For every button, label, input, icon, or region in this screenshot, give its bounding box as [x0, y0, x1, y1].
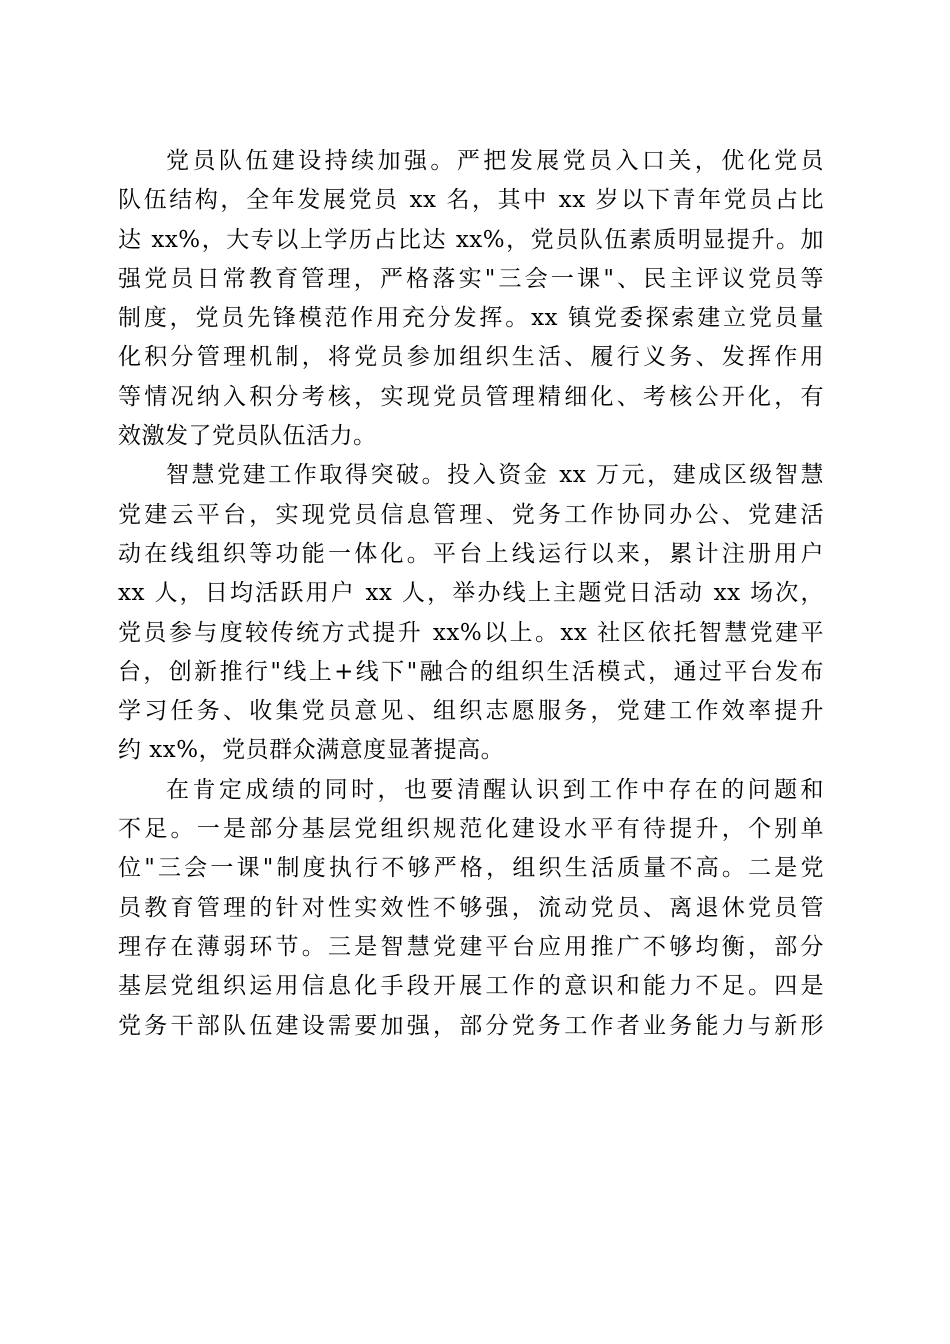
text-line: 党务干部队伍建设需要加强，部分党务工作者业务能力与新形 — [118, 1012, 824, 1039]
text-line: 效激发了党员队伍活力。 — [118, 423, 377, 450]
text-line: 动在线组织等功能一体化。平台上线运行以来，累计注册用户 — [118, 540, 824, 567]
text-line: 智慧党建工作取得突破。投入资金 xx 万元，建成区级智慧 — [166, 462, 824, 489]
text-line: 党员队伍建设持续加强。严把发展党员入口关，优化党员 — [166, 148, 824, 174]
text-line: 制度，党员先锋模范作用充分发挥。xx 镇党委探索建立党员量 — [118, 305, 824, 332]
text-line: 达 xx%，大专以上学历占比达 xx%，党员队伍素质明显提升。加 — [118, 226, 824, 253]
paragraph-smart-party-building — [118, 456, 824, 770]
text-line: 等情况纳入积分考核，实现党员管理精细化、考核公开化，有 — [118, 383, 824, 410]
paragraph-problems — [118, 771, 824, 1046]
text-line: 基层党组织运用信息化手段开展工作的意识和能力不足。四是 — [118, 973, 824, 1000]
text-line: 在肯定成绩的同时，也要清醒认识到工作中存在的问题和 — [166, 776, 824, 803]
text-line: 强党员日常教育管理，严格落实"三会一课"、民主评议党员等 — [118, 265, 824, 292]
text-line: 学习任务、收集党员意见、组织志愿服务，党建工作效率提升 — [118, 698, 824, 725]
text-line: 队伍结构，全年发展党员 xx 名，其中 xx 岁以下青年党员占比 — [118, 187, 824, 214]
text-line: 不足。一是部分基层党组织规范化建设水平有待提升，个别单 — [118, 816, 824, 843]
text-line: 员教育管理的针对性实效性不够强，流动党员、离退休党员管 — [118, 894, 824, 921]
text-line: 理存在薄弱环节。三是智慧党建平台应用推广不够均衡，部分 — [118, 933, 824, 960]
text-line: xx 人，日均活跃用户 xx 人，举办线上主题党日活动 xx 场次， — [118, 580, 824, 607]
text-line: 约 xx%，党员群众满意度显著提高。 — [118, 737, 505, 764]
text-line: 化积分管理机制，将党员参加组织生活、履行义务、发挥作用 — [118, 344, 824, 371]
text-line: 党员参与度较传统方式提升 xx%以上。xx 社区依托智慧党建平 — [118, 619, 824, 646]
text-line: 党建云平台，实现党员信息管理、党务工作协同办公、党建活 — [118, 501, 824, 528]
text-line: 台，创新推行"线上+线下"融合的组织生活模式，通过平台发布 — [118, 658, 824, 685]
paragraph-party-member-team — [118, 142, 824, 456]
body-text — [118, 142, 824, 1046]
text-line: 位"三会一课"制度执行不够严格，组织生活质量不高。二是党 — [118, 855, 824, 882]
